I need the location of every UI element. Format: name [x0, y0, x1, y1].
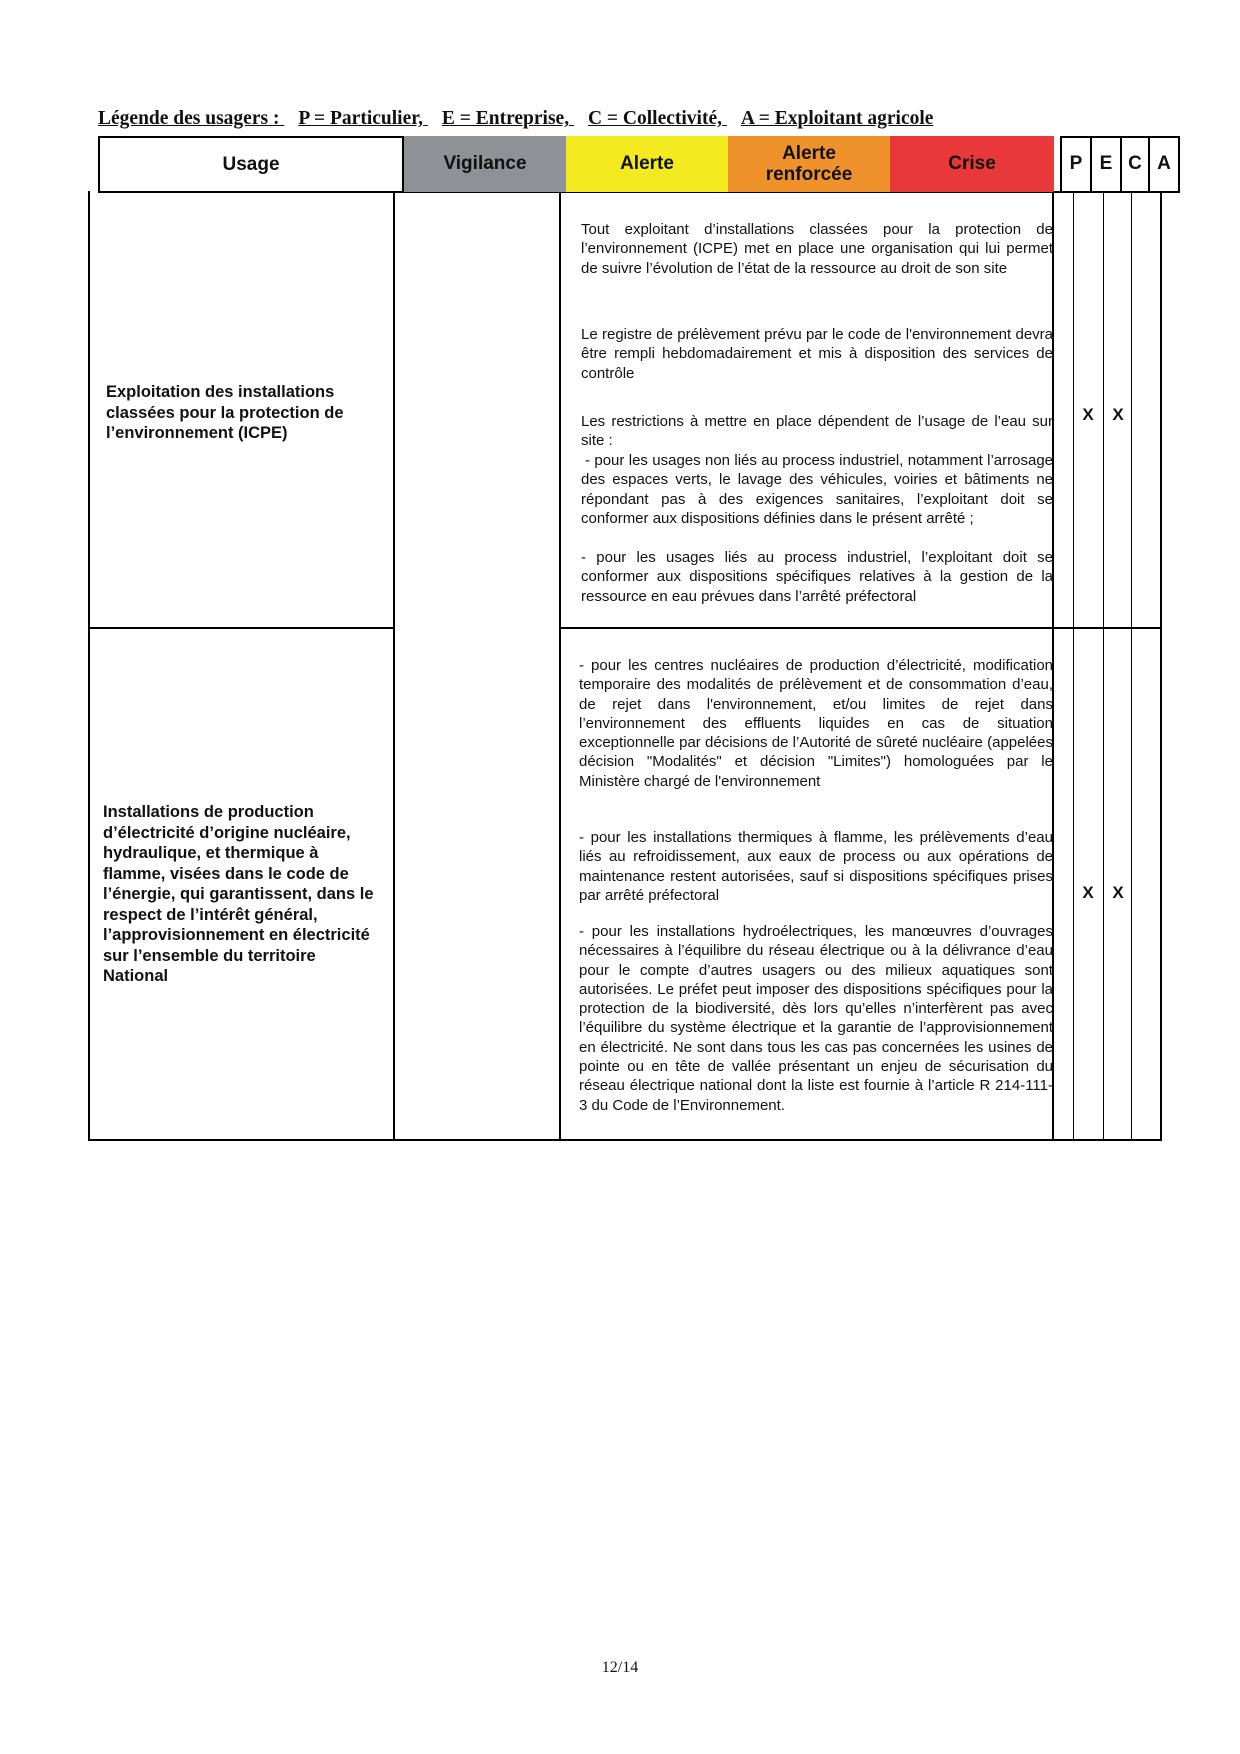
legend-particulier: P = Particulier, — [298, 108, 423, 129]
header-crise: Crise — [890, 136, 1054, 192]
usage-label: Exploitation des installations classées pour la protection de l’environnement (ICPE) — [106, 383, 344, 442]
measure-paragraph: Tout exploitant d’installations classées pour la protection de l’environnement (ICPE) met en place une organisation qui lui permet de suivre l’évolution de l’état de la ressource au droit de son site — [581, 221, 1053, 277]
page-number: 12/14 — [601, 1659, 639, 1676]
mark-e: X — [1082, 405, 1094, 424]
measure-paragraph: - pour les installations hydroélectriques, les manœuvres d’ouvrages nécessaires à l’équilibre du réseau électrique ou à la délivrance d’eau pour le compte d’autres usagers ou des milieux aquatiques sont autorisées. Le préfet peut imposer des dispositions spécifiques pour la protection de la biodiversité, dès lors qu’elles n’interfèrent pas avec l’équilibre du système électrique et la garantie de l’approvisionnement en électricité. Ne sont dans tous les cas pas concernées les usines de pointe ou en tête de vallée présentant un enjeu de sécurisation du réseau électrique national dont la liste est fournie à l’article R 214-111-3 du Code de l’Environnement. — [579, 923, 1053, 1114]
mark-c: X — [1112, 883, 1124, 902]
header-col-c: C — [1128, 153, 1142, 174]
measure-paragraph: - pour les usages liés au process industriel, l’exploitant doit se conformer aux dispositions spécifiques relatives à la gestion de la ressource en eau prévues dans l’arrêté préfectoral — [581, 549, 1053, 605]
measure-paragraph: - pour les centres nucléaires de production d’électricité, modification temporaire des modalités de prélèvement et de consommation d’eau, de rejet dans l'environnement, et/ou limites de rejet dans l’environnement des effluents liquides en cas de situation exceptionnelle par décisions de l’Autorité de sûreté nucléaire (appelées décision "Modalités" et décision "Limites") homologuées par le Ministère chargé de l'environnement — [579, 657, 1053, 790]
measure-paragraph: - pour les installations thermiques à flamme, les prélèvements d’eau liés au refroidissement, aux eaux de process ou aux opérations de maintenance restent autorisées, sauf si dispositions spécifiques prises par arrêté préfectoral — [579, 829, 1053, 904]
header-alerte: Alerte — [566, 136, 728, 192]
header-vigilance: Vigilance — [404, 136, 566, 192]
legend-collectivite: C = Collectivité, — [587, 108, 722, 129]
legend-line — [98, 108, 933, 130]
measure-paragraph: - pour les usages non liés au process industriel, notamment l’arrosage des espaces verts, le lavage des véhicules, voiries et bâtiments ne répondant pas à des exigences sanitaires, l’exploitant doit se conformer aux dispositions définies dans le présent arrêté ; — [581, 452, 1053, 527]
measure-paragraph: Les restrictions à mettre en place dépendent de l’usage de l’eau sur site : — [581, 413, 1053, 450]
mark-e: X — [1082, 883, 1094, 902]
measure-paragraph: Le registre de prélèvement prévu par le code de l'environnement devra être rempli hebdomadairement et mis à disposition des services de contrôle — [581, 326, 1053, 382]
usage-label: Installations de production d’électricité d’origine nucléaire, hydraulique, et thermique à flamme, visées dans le code de l’énergie, qui garantissent, dans le respect de l’intérêt général, l’approvisionnement en électricité sur l’ensemble du territoire National — [103, 803, 374, 985]
mark-c: X — [1112, 405, 1124, 424]
legend-title: Légende des usagers : — [98, 108, 280, 129]
header-alerte-renforcee: Alerte renforcée — [728, 136, 890, 192]
header-col-p: P — [1069, 153, 1083, 174]
header-col-a: A — [1157, 153, 1171, 174]
legend-exploitant-agricole: A = Exploitant agricole — [740, 108, 934, 129]
legend-entreprise: E = Entreprise, — [441, 108, 570, 129]
header-col-e: E — [1099, 153, 1113, 174]
header-usage: Usage — [222, 153, 280, 175]
